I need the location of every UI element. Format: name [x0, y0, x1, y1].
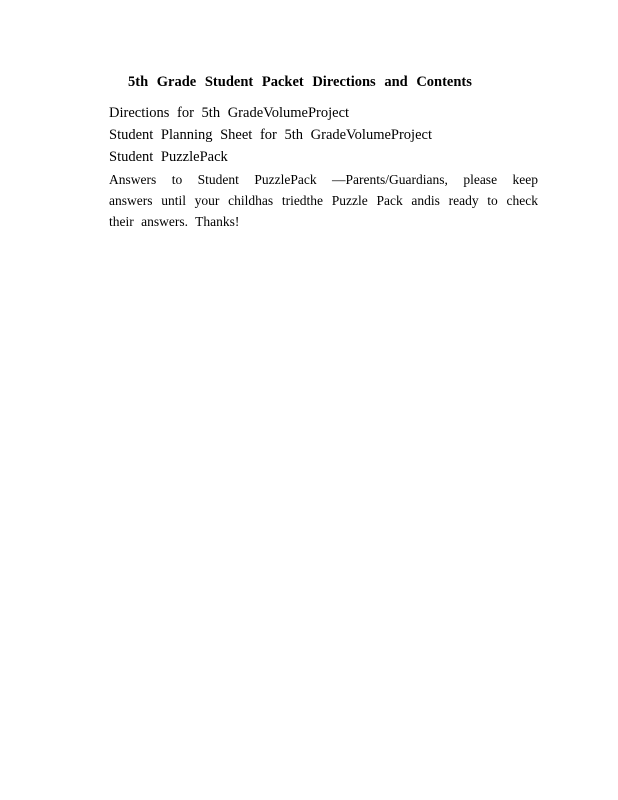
list-item [88, 125, 538, 146]
list-item-text: Student Planning Sheet for 5th GradeVolumeProject [109, 127, 432, 143]
contents-list [88, 103, 538, 233]
list-item-text: Answers to Student PuzzlePack —Parents/Guardians, please keep answers until your childhas triedthe Puzzle Pack andis ready to check their answers. Thanks! [109, 172, 538, 229]
list-item [88, 169, 538, 232]
document-title: 5th Grade Student Packet Directions and Contents [128, 74, 472, 90]
list-item [88, 147, 538, 168]
list-item-text: Student PuzzlePack [109, 149, 228, 165]
list-item [88, 103, 538, 124]
list-item-text: Directions for 5th GradeVolumeProject [109, 105, 350, 121]
